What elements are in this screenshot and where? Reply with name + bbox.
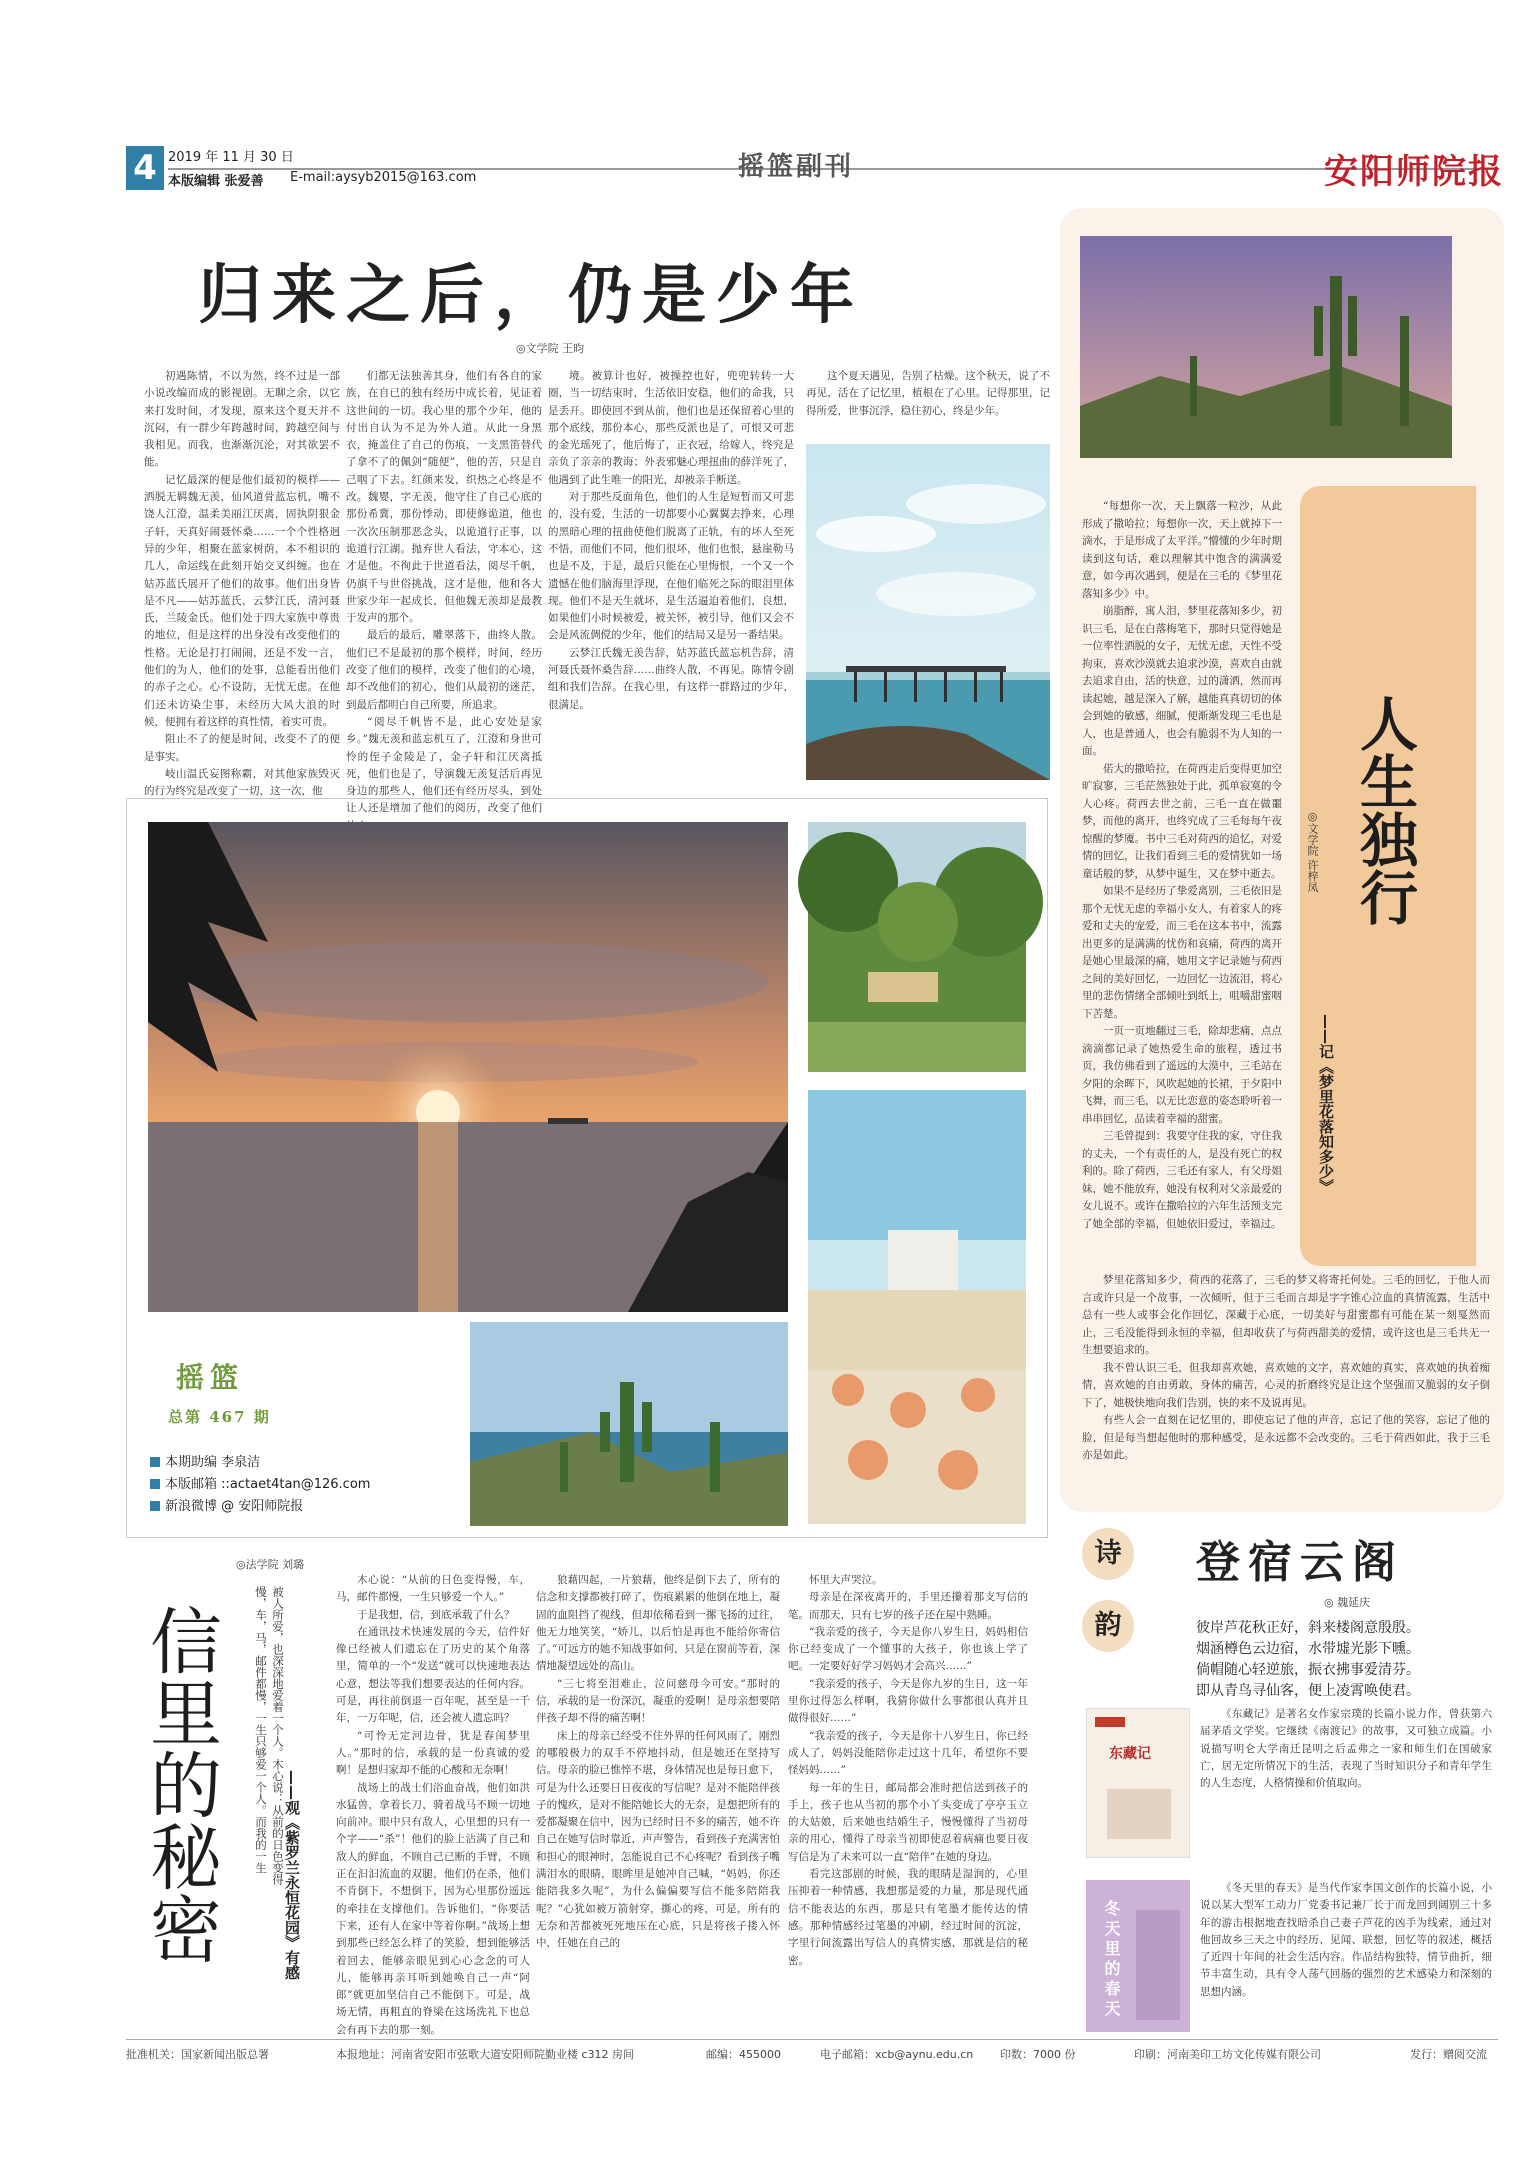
article1-col3 [548,368,794,778]
footer-address: 本报地址：河南省安阳市弦歌大道安阳师院勤业楼 c312 房间 [336,2048,635,2061]
paragraph: 一页一页地翻过三毛，除却悲痛，点点滴滴都记录了她热爱生命的旅程，透过书页，我仿佛看到了遥远的大漠中，三毛站在夕阳的余晖下，风吹起她的长裙，于夕阳中飞舞，而三毛，以无比恋意的姿态聆听着一串串回忆，品读着幸福的甜蜜。 [1082,1025,1282,1125]
poem-tag-yun: 韵 [1082,1600,1134,1652]
article3-byline: ◎法学院 刘璐 [236,1558,305,1571]
paragraph: 云梦江氏魏无羡告辞，姑苏蓝氏蓝忘机告辞，清河聂氏聂怀桑告辞……曲终人散，不再见。陈情令剧组和我们告辞。在我心里，有这样一群路过的少年，很满足。 [548,646,794,711]
book2-cover-art [1136,1910,1180,2020]
article2-subtitle: ——记《梦里花落知多少》 [1317,1014,1335,1194]
footer-circulation: 印数：7000 份 [1000,2048,1076,2061]
article3-col2 [536,1572,780,2032]
issue-date: 2019 年 11 月 30 日 [168,150,294,165]
paragraph: 《东藏记》是著名女作家宗璞的长篇小说力作，曾获第六届茅盾文学奖。它继续《南渡记》的故事，又可独立成篇。小说描写明仑大学南迁昆明之后孟弗之一家和师生们在国破家亡，居无定所情况下的生活，表现了当时知识分子和青年学生的人生态度，人格情操和价值取向。 [1200,1708,1492,1790]
garden-photo [808,822,1026,1072]
footer-approver: 批准机关：国家新闻出版总署 [126,2048,269,2061]
article2-title: 人生独行 [1350,694,1418,926]
paragraph: 境。被算计也好，被操控也好，兜兜转转一大圈，当一切结束时，生活依旧安稳，他们的命我，只是丢开。即使回不到从前，他们也是还保留着心里的那个底线，那份本心，那些反派也是了，可恨又可悲的金光瑶死了，他后悔了，正衣冠，给嫁人，终究是亲负了亲亲的教诲；外表邪魅心理扭曲的薛洋死了，他遇到了此生唯一的阳光，却被亲手断送。 [548,370,794,486]
pier-photo [806,444,1050,780]
paragraph: 怀里大声哭泣。 [809,1574,883,1586]
credit-weibo: 新浪微博 @ 安阳师院报 [150,1496,370,1518]
masthead: 安阳师院报 [1324,152,1504,192]
paragraph: 在通讯技术快速发展的今天，信件好像已经被人们遗忘在了历史的某个角落里，简单的一个“发送”就可以快速地表达心意，想法等我们想要表达的任何内容。可是，再往前倒退一百年呢，甚至是一千年，一万年呢，信，还会被人遗忘吗？ [336,1625,530,1725]
article1-col2 [346,368,542,815]
article2-body-right [1082,498,1282,1388]
article1-byline: ◎文学院 王昀 [516,342,585,355]
paragraph: 战场上的战士们浴血奋战，他们如洪水猛兽，拿着长刀，骑着战马不顾一切地向前冲。眼中只有敌人，心里想的只有一个字——“杀”！他们的脸上沾满了自己和敌人的鲜血，不顾自己已断的手臂，不顾正在汩汩流血的双腿，他们仍在杀，他们不肯倒下，不想倒下，因为心里那份遥远的牵挂在支撑他们。告诉他们，“你要活下来，还有人在家中等着你啊。”战场上想到那些已经怎么样了的笑脸，想到能够活着回去，能够亲眼见到心心念念的可人儿，能够再亲耳听到她唤自己一声“阿郎”就更加坚信自己不能倒下。可是，战场无情，再粗直的脊梁在这场洗礼下也总会有再下去的那一刻。 [336,1781,530,2036]
credit-assistant: 本期助编 李泉洁 [150,1452,370,1474]
paragraph: “三七将至泪难止，泣问慈母今可安。”那时的信，承载的是一份深沉，凝重的爱啊！是母亲想要陪伴孩子却不得的痛苦啊！ [536,1677,780,1725]
poem-tag-shi: 诗 [1082,1528,1134,1580]
poem-line: 即从青鸟寻仙客，便上凌霄唤使君。 [1196,1683,1420,1699]
poem-line: 烟涵樽色云边宿，水带墟光影下曛。 [1196,1641,1420,1657]
paragraph: 看完这部剧的时候，我的眼睛是湿润的，心里压抑着一种情感，我想那是爱的力量，那是现代通信不能表达的东西，那是只有笔墨才能传达的情感。那种情感经过笔墨的冲刷，经过时间的沉淀，字里行间流露出写信人的真情实感，那就是信的秘密。 [788,1868,1028,1967]
paragraph: 于是我想，信，到底承载了什么？ [357,1608,515,1621]
book1-cover-title: 东藏记 [1109,1746,1151,1762]
poem-line: 彼岸芦花秋正好，斜来楼阁意殷殷。 [1196,1620,1420,1636]
paragraph: 初遇陈情，不以为然，终不过是一部小说改编而成的影视剧。无聊之余，以它来打发时间，才发现，原来这个夏天并不沉闷，有一群少年跨越时间，跨越空间与我相见。而我，也渐渐沉沦，对其欲罢不能。 [144,370,340,469]
paragraph: 床上的母亲已经受不住外界的任何风雨了，刚烈的哪般极力的双手不停地抖动，但是她还在坚持写信。母亲的脸已憔悴不堪，身体情况也是每日愈下，可是为什么还要日日夜夜的写信呢？是对不能陪伴孩子的愧疚，是对不能陪她长大的无奈，是想把所有的爱都凝聚在信中，因为已经时日不多的痛苦，她不许自己在她写信时靠近，声声警告，看到孩子充满害怕和担心的眼神时，怎能说自己不心疼呢？看到孩子嘴满泪水的眼睛，眼眸里是她冲自己喊，“妈妈，你还能陪我多久呢”，为什么偏偏要写信不能多陪陪我呢？”心犹如被万箭射穿，撕心的疼，可是，所有的无奈和苦都被死死地压在心底，只是将孩子搂入怀中，任她在自己的 [536,1729,780,1950]
paragraph: 有些人会一直刻在记忆里的，即使忘记了他的声音，忘记了他的笑容，忘记了他的脸，但是每当想起他时的那种感受，是永远都不会改变的。三毛于荷西如此，我于三毛亦是如此。 [1082,1414,1490,1461]
paragraph: 木心说：“从前的日色变得慢，车，马，邮件都慢，一生只够爱一个人。” [336,1574,530,1604]
paragraph: 狼藉四起，一片狼藉，他终是倒下去了，所有的信念和支撑都被打碎了，伤痕累累的他倒在地上，凝固的血阻挡了视线，但却依稀看到一摞飞扬的过往，他无力地笑笑，“娇儿，以后怕是再也不能给你寄信了。”可远方的她不知战事如何，只是在窗前等着，深情地凝望远处的高山。 [536,1574,780,1673]
paragraph: “可怜无定河边骨，犹是春闺梦里人。”那时的信，承载的是一份真诚的爱啊！是想归家却不能的心酸和无奈啊！ [336,1729,530,1777]
book-cover-dongcangji [1086,1708,1190,1858]
paragraph: “我亲爱的孩子，今天是你八岁生日，妈妈相信你已经变成了一个懂事的大孩子，你也该上学了吧。一定要好好学习妈妈才会高兴……” [788,1625,1028,1673]
paragraph: 偌大的撒哈拉，在荷西走后变得更加空旷寂寥，三毛茫然独处于此，孤单寂寞的令人心疼。荷西去世之前，三毛一直在做噩梦，而他的离开，也终究成了三毛每每午夜惊醒的梦魇。书中三毛对荷西的追忆，对爱情的回忆，让我们看到三毛的爱情犹如一场童话般的梦，从梦中诞生，又在梦中逝去。 [1082,762,1282,880]
paragraph: 每一年的生日，邮局都会准时把信送到孩子的手上，孩子也从当初的那个小丫头变成了亭亭玉立的大姑娘，后来她也结婚生子，慢慢懂得了当初母亲的用心，懂得了母亲当初即使忍着病痛也要日夜写信是为了未来可以一直“陪伴”在她的身边。 [788,1781,1028,1863]
paragraph: 阻止不了的便是时间，改变不了的便是事实。 [144,733,340,763]
paragraph: “我亲爱的孩子，今天是你十八岁生日，你已经成人了，妈妈没能陪你走过这十几年，希望你不要怪妈妈……” [788,1729,1028,1777]
article1-title: 归来之后，仍是少年 [198,259,864,333]
article2-body-bottom [1082,1272,1490,1500]
book2-description [1200,1880,1492,2036]
editor-email: E-mail:aysyb2015@163.com [290,170,477,185]
beach-photo [808,1090,1026,1524]
article1-col1 [144,368,340,798]
book1-cover-art [1107,1789,1171,1839]
sunset-photo [148,822,788,1312]
article1-col4 [806,368,1050,438]
paragraph: 《冬天里的春天》是当代作家李国文创作的长篇小说，小说以某大型军工动力厂党委书记兼厂长于而龙回到阔别三十多年的游击根据地查找暗杀自己妻子芦花的凶手为线索，通过对他回故乡三天之中的经历、见闻、联想，回忆等的叙述，概括了近四十年间的社会生活内容。作品结构独特，情节曲折，细节丰富生动，具有令人荡气回肠的强烈的艺术感染力和深刻的思想内涵。 [1200,1882,1492,1998]
cactus-coast-photo [470,1322,788,1526]
paragraph: “每想你一次，天上飘落一粒沙，从此形成了撒哈拉；每想你一次，天上就掉下一滴水，于是形成了太平洋。”懵懂的少年时期读到这句话，难以理解其中饱含的满满爱意，如今再次遇到，便是在三毛的《梦里花落知多少》中。 [1082,500,1282,600]
paragraph: 我不曾认识三毛，但我却喜欢她，喜欢她的文字，喜欢她的真实，喜欢她的执着痴情，喜欢她的自由勇敢，身体的痛苦，心灵的折磨终究是让这个坚强而又脆弱的女子倒下了，她极快地向我们告别，快的来不及说再见。 [1082,1361,1490,1409]
footer-postcode: 邮编：455000 [706,2048,781,2061]
footer-email: 电子邮箱：xcb@aynu.edu.cn [820,2048,974,2061]
article3-subtitle: ——观《紫罗兰永恒花园》有感 [283,1770,301,1980]
book-badge-icon [1095,1717,1125,1727]
footer-distribution: 发行：赠阅交流 [1410,2048,1487,2061]
paragraph: 这个夏天遇见，告别了枯燥。这个秋天，说了不再见，活在了记忆里，植根在了心里。记得那里，记得所爱，世事沉浮，稳住初心，终是少年。 [806,370,1050,417]
section-title: 摇篮副刊 [738,152,855,182]
desert-cactus-photo [1080,236,1452,458]
article3-title: 信里的秘密 [138,1604,222,1964]
paragraph: 崩脂醉，寓人泪，梦里花落知多少，初识三毛，是在白落梅笔下，那时只觉得她是一位率性洒脱的女子，无忧无虑，天性不受拘束，喜欢沙漠就去追求沙漠，喜欢自由就去追求自由，活的快意，过的潇洒，然而再读起她，越是深入了解，越能真真切切的体会到她的敏感，细腻，便渐渐发现三毛也是人，也是普通人，也会有脆弱不为人知的一面。 [1082,605,1282,757]
yaolan-issue: 总第 467 期 [168,1408,271,1426]
article2-byline: ◎文学院 许梓凤 [1306,810,1319,893]
poem-body [1196,1618,1496,1702]
poem-byline: ◎ 魏延庆 [1324,1596,1371,1609]
article3-quote: 被人所爱，也深深地爱着一个人。木心说：从前的日色变得慢，车，马，邮件都慢，一生只够爱一个人。而我的一生 [254,1586,285,1885]
page-editor: 本版编辑 张爱善 [168,174,264,189]
yaolan-logo: 摇篮 [176,1361,245,1394]
paragraph: “阅尽千帆皆不是，此心安处是家乡。”魏无羡和蓝忘机互了，江澄和身世可怜的侄子金陵是了，金子轩和江厌离抵死，他们也是了，导演魏无羡复活后再见身边的那些人，他们还有经历尽头，到处让人还是增加了他们的阅历，改变了他们 [346,715,542,815]
paragraph: 最后的最后，雕翠落下，曲终人散。他们已不是最初的那个模样，时间，经历改变了他们的模样，改变了他们的心境，却不改他们的初心，他们从最初的迷茫，到最后都明白自己所要，所追求。 [346,629,542,711]
paragraph: 们都无法独善其身，他们有各自的家族，在自已的独有经历中成长着，见证着这世间的一切。我心里的那个少年，他的付出自认为不足为外人道。从此一身黑衣，掩盖住了自己的伤痕，一支黑笛替代了拿不了的佩剑“随便”，他的苦，只是自己咽了下去。红颜来发，织热之心终是不改。魏婴，字无羡，他守住了自己心底的那份希冀，那份悸动，即使修诡道，他也一次次压制那恶念头，以诡道行正事，以诡道行江湖。抛弃世人看法，守本心，这才是他。不徇此于世道看法，阅尽千帆，仍旗千与世俗挑战，这才是他，他和各大世家少年一起成长，但他魏无羡却是最教于发声的那个。 [346,370,542,625]
paragraph: 对于那些反面角色，他们的人生是短暂而又可悲的，没有爱，生活的一切都要小心翼翼去挣来，心理的黑暗心理的扭曲使他们脱离了正轨，有的坏人至死不悟，而他们不同，他们很坏，他们也恨，悬崖勒马也是不及，于是，最后只能在心里悔恨，一个又一个遗憾在他们脑海里浮现，在他们临死之际的眼泪里体现。他们不是天生就坏，是生活逼迫着他们，良想，如果他们小时候被爱，被关怀，被引导，他们又会不会是风流倜傥的少年，他们的结局又是另一番结果。 [548,491,794,642]
paragraph: “我亲爱的孩子，今天是你九岁的生日，这一年里你过得怎么样啊，我猜你做什么事都很认真并且做得很好……” [788,1677,1028,1725]
paragraph: 记忆最深的便是他们最初的模样——洒脱无羁魏无羡，仙风道骨蓝忘机，嘴不饶人江澄，温柔美丽江厌离，固执阴狠金子轩，天真好闹聂怀桑……一个个性格迥异的少年，相聚在蓝家树荫，本不相识的几人，命运线在此刻开始交叉纠缠。也在姑苏蓝氏展开了他们的故事。他们出身皆是不凡——姑苏蓝氏，云梦江氏，清河聂氏，兰陵金氏。他们处于四大家族中尊贵的地位，但是这样的出身没有改变他们的性格。无论是打打闹闹，还是不发一言，他们的为人，他们的处事，总能看出他们的赤子之心。心不设防，无忧无虑。在他们还未访染尘事，未经历大风大浪的时候，便拥有着这样的真性情，着实可贵。 [144,473,340,728]
page-number: 4 [126,146,164,190]
footer-printer: 印刷：河南美印工坊文化传媒有限公司 [1134,2048,1321,2061]
book-cover-dongtian [1086,1880,1190,2032]
credit-mailbox: 本版邮箱 ::actaet4tan@126.com [150,1474,370,1496]
footer [126,2039,1498,2063]
paragraph: 母亲是在深夜离开的，手里还攥着那支写信的笔。而那天，只有七岁的孩子还在屋中熟睡。 [788,1591,1028,1621]
poem-line: 倘帽随心轻逆旅，振衣拂事爱清芬。 [1196,1662,1420,1678]
paragraph: 如果不是经历了挚爱离别，三毛依旧是那个无忧无虑的幸福小女人，有着家人的疼爱和丈夫的宠爱，而三毛在这本书中，流露出更多的是满满的忧伤和哀痛，荷西的离开是她心里最深的痛，她用文字记录她与荷西之间的美好回忆，一边回忆一边流泪，将心里的悲伤情绪全部倾吐到纸上，咀嚼甜蜜咽下苦楚。 [1082,885,1282,1020]
paragraph: 三毛曾提到：我要守住我的家，守住我的丈夫，一个有责任的人，是没有死亡的权利的。除了荷西，三毛还有家人，有父母姐妹，她不能放弃，她没有权利对父亲最爱的女儿说不。或许在撒哈拉的六年生活预支完了她全部的幸福，但她依旧爱过，幸福过。 [1082,1130,1282,1230]
paragraph: 岐山温氏妄图称霸，对其他家族毁灭的行为终究是改变了一切，这一次，他 [144,767,340,798]
book1-description [1200,1706,1492,1864]
paragraph: 梦里花落知多少，荷西的花落了，三毛的梦又将寄托何处。三毛的回忆，于他人而言或许只是一个故事，一次倾听，但于三毛而言却是字字锥心泣血的真情流露，生活中总有一些人或事会化作回忆，深藏于心底，一切美好与甜蜜都有可能在某一刻戛然而止，三毛没能得到永恒的幸福，但却收获了与荷西甜美的爱情，或许这也是三毛共无一生想要追求的。 [1082,1274,1490,1356]
poem-title: 登宿云阁 [1196,1537,1404,1588]
book2-cover-title: 冬天里的春天 [1102,1900,1121,2020]
article3-col3 [788,1572,1028,2032]
credits [150,1452,370,1518]
article3-col1 [336,1572,530,2036]
